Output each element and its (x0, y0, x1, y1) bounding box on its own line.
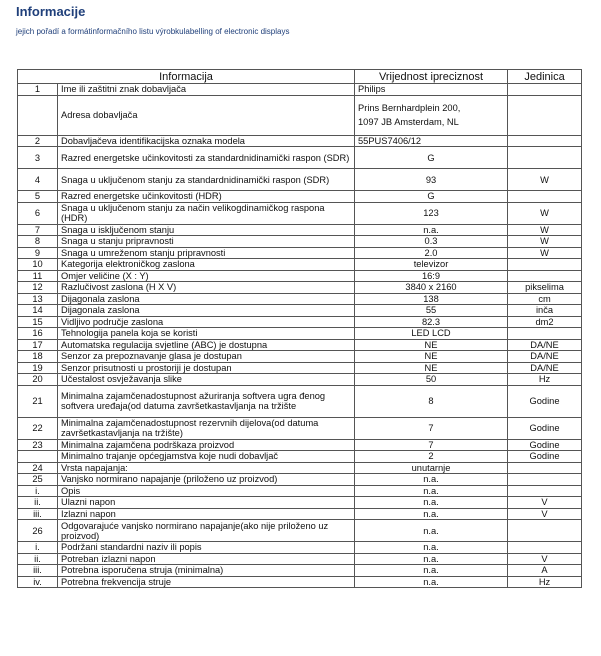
row-value: G (355, 147, 508, 169)
table-row (18, 474, 582, 486)
row-value: G (355, 191, 508, 203)
row-description: Snaga u uključenom stanju za standardnidinamički raspon (SDR) (58, 169, 355, 191)
row-unit (508, 135, 582, 147)
table-row (18, 417, 582, 439)
row-unit: W (508, 202, 582, 224)
row-value: 50 (355, 374, 508, 386)
row-description: Minimalna zajamčenadostupnost ažuriranja softvera ugra đenog softvera uređaja(od datuma završetkastavljanja na tržište (58, 385, 355, 417)
row-unit: Hz (508, 576, 582, 588)
row-unit: DA/NE (508, 362, 582, 374)
row-unit: Godine (508, 439, 582, 451)
row-description: Potrebna isporučena struja (minimalna) (58, 565, 355, 577)
row-unit: Godine (508, 451, 582, 463)
row-unit (508, 328, 582, 340)
row-value: 8 (355, 385, 508, 417)
column-header-informacija: Informacija (18, 70, 355, 84)
row-description: Vidljivo područje zaslona (58, 316, 355, 328)
row-value: 16:9 (355, 270, 508, 282)
row-unit: DA/NE (508, 339, 582, 351)
row-unit: DA/NE (508, 351, 582, 363)
row-value: n.a. (355, 553, 508, 565)
row-unit: W (508, 169, 582, 191)
information-table (17, 69, 582, 588)
row-unit: cm (508, 293, 582, 305)
row-number: 20 (18, 374, 58, 386)
row-description: Omjer veličine (X : Y) (58, 270, 355, 282)
row-value: 2.0 (355, 247, 508, 259)
row-number: 16 (18, 328, 58, 340)
row-unit (508, 84, 582, 96)
page-subtitle: jejich pořadí a formátinformačního listu výrobkulabelling of electronic displays (16, 27, 290, 36)
table-row (18, 542, 582, 554)
table-row (18, 374, 582, 386)
row-number: 18 (18, 351, 58, 363)
row-unit (508, 462, 582, 474)
row-value: 7 (355, 417, 508, 439)
row-unit: W (508, 224, 582, 236)
row-description: Dijagonala zaslona (58, 305, 355, 317)
table-row (18, 508, 582, 520)
row-description: Minimalna zajamčenadostupnost rezervnih dijelova(od datuma završetkastavljanja na tržište) (58, 417, 355, 439)
row-description: Ulazni napon (58, 497, 355, 509)
row-description: Snaga u isključenom stanju (58, 224, 355, 236)
row-description: Potrebna frekvencija struje (58, 576, 355, 588)
table-row (18, 259, 582, 271)
row-number: 26 (18, 520, 58, 542)
row-number: 22 (18, 417, 58, 439)
row-value: 7 (355, 439, 508, 451)
row-description: Vrsta napajanja: (58, 462, 355, 474)
row-value: 2 (355, 451, 508, 463)
row-value: NE (355, 362, 508, 374)
row-unit: inča (508, 305, 582, 317)
row-number: iv. (18, 576, 58, 588)
row-number (18, 95, 58, 135)
table-row (18, 576, 582, 588)
row-number: 13 (18, 293, 58, 305)
row-unit (508, 474, 582, 486)
row-unit: A (508, 565, 582, 577)
table-row (18, 305, 582, 317)
table-row (18, 316, 582, 328)
row-description: Automatska regulacija svjetline (ABC) je dostupna (58, 339, 355, 351)
table-row (18, 362, 582, 374)
row-description: Minimalno trajanje općegjamstva koje nudi dobavljač (58, 451, 355, 463)
row-description: Razlučivost zaslona (H X V) (58, 282, 355, 294)
row-value: LED LCD (355, 328, 508, 340)
row-number: 23 (18, 439, 58, 451)
table-row (18, 95, 582, 135)
row-number: 19 (18, 362, 58, 374)
row-value: n.a. (355, 565, 508, 577)
row-description: Opis (58, 485, 355, 497)
row-value: n.a. (355, 224, 508, 236)
row-description: Razred energetske učinkovitosti za standardnidinamički raspon (SDR) (58, 147, 355, 169)
row-description: Snaga u uključenom stanju za način velikogdinamičkog raspona (HDR) (58, 202, 355, 224)
table-row (18, 135, 582, 147)
row-unit (508, 191, 582, 203)
row-unit: pikselima (508, 282, 582, 294)
row-value: televizor (355, 259, 508, 271)
row-number: 15 (18, 316, 58, 328)
table-row (18, 147, 582, 169)
row-unit: V (508, 497, 582, 509)
row-number: iii. (18, 508, 58, 520)
row-number: 24 (18, 462, 58, 474)
table-body (18, 84, 582, 588)
table-row (18, 84, 582, 96)
row-value: 123 (355, 202, 508, 224)
row-unit (508, 270, 582, 282)
row-number: 8 (18, 236, 58, 248)
row-description: Snaga u stanju pripravnosti (58, 236, 355, 248)
row-number: ii. (18, 553, 58, 565)
row-description: Dobavljačeva identifikacijska oznaka modela (58, 135, 355, 147)
row-unit: Hz (508, 374, 582, 386)
row-description: Kategorija elektroničkog zaslona (58, 259, 355, 271)
row-unit: W (508, 236, 582, 248)
row-value: 0.3 (355, 236, 508, 248)
table-row (18, 328, 582, 340)
row-unit (508, 485, 582, 497)
row-number: 14 (18, 305, 58, 317)
row-value: n.a. (355, 497, 508, 509)
row-number (18, 451, 58, 463)
row-value: n.a. (355, 485, 508, 497)
row-unit: Godine (508, 385, 582, 417)
table-row (18, 202, 582, 224)
table-row (18, 439, 582, 451)
row-unit (508, 95, 582, 135)
row-description: Ime ili zaštitni znak dobavljača (58, 84, 355, 96)
row-value: 138 (355, 293, 508, 305)
row-number: 10 (18, 259, 58, 271)
row-number: 4 (18, 169, 58, 191)
row-description: Senzor za prepoznavanje glasa je dostupan (58, 351, 355, 363)
row-description: Minimalna zajamčena podrškaza proizvod (58, 439, 355, 451)
row-value: 3840 x 2160 (355, 282, 508, 294)
row-value: n.a. (355, 520, 508, 542)
row-number: i. (18, 485, 58, 497)
row-number: 2 (18, 135, 58, 147)
row-description: Podržani standardni naziv ili popis (58, 542, 355, 554)
table-row (18, 293, 582, 305)
row-unit: V (508, 553, 582, 565)
table-row (18, 224, 582, 236)
row-number: 11 (18, 270, 58, 282)
row-unit (508, 520, 582, 542)
row-description: Odgovarajuće vanjsko normirano napajanje(ako nije priloženo uz proizvod) (58, 520, 355, 542)
row-value: NE (355, 339, 508, 351)
table-row (18, 339, 582, 351)
column-header-vrijednost: Vrijednost ipreciznost (355, 70, 508, 84)
page-title: Informacije (16, 4, 86, 19)
table-row (18, 485, 582, 497)
row-unit (508, 542, 582, 554)
row-value: 55 (355, 305, 508, 317)
row-description: Izlazni napon (58, 508, 355, 520)
row-value: NE (355, 351, 508, 363)
row-number: 6 (18, 202, 58, 224)
table-row (18, 520, 582, 542)
table-row (18, 270, 582, 282)
row-value: 93 (355, 169, 508, 191)
row-number: 9 (18, 247, 58, 259)
row-value: 55PUS7406/12 (355, 135, 508, 147)
row-number: 25 (18, 474, 58, 486)
table-row (18, 385, 582, 417)
table-row (18, 565, 582, 577)
row-unit: Godine (508, 417, 582, 439)
table-row (18, 351, 582, 363)
row-number: 12 (18, 282, 58, 294)
row-description: Razred energetske učinkovitosti (HDR) (58, 191, 355, 203)
row-number: i. (18, 542, 58, 554)
row-unit: W (508, 247, 582, 259)
row-value: Prins Bernhardplein 200, 1097 JB Amsterdam, NL (355, 95, 508, 135)
row-value: n.a. (355, 474, 508, 486)
row-description: Senzor prisutnosti u prostoriji je dostupan (58, 362, 355, 374)
row-number: ii. (18, 497, 58, 509)
table-row (18, 191, 582, 203)
row-value: n.a. (355, 576, 508, 588)
row-number: iii. (18, 565, 58, 577)
row-unit (508, 259, 582, 271)
row-description: Učestalost osvježavanja slike (58, 374, 355, 386)
row-value: 82.3 (355, 316, 508, 328)
row-value: Philips (355, 84, 508, 96)
row-unit: V (508, 508, 582, 520)
row-number: 3 (18, 147, 58, 169)
row-description: Tehnologija panela koja se koristi (58, 328, 355, 340)
table-header-row (18, 70, 582, 84)
row-description: Potreban izlazni napon (58, 553, 355, 565)
row-value: n.a. (355, 508, 508, 520)
row-description: Snaga u umreženom stanju pripravnosti (58, 247, 355, 259)
row-description: Dijagonala zaslona (58, 293, 355, 305)
row-value: n.a. (355, 542, 508, 554)
table-row (18, 169, 582, 191)
table-row (18, 282, 582, 294)
row-number: 5 (18, 191, 58, 203)
table-row (18, 497, 582, 509)
column-header-jedinica: Jedinica (508, 70, 582, 84)
row-description: Vanjsko normirano napajanje (priloženo uz proizvod) (58, 474, 355, 486)
row-number: 17 (18, 339, 58, 351)
row-unit (508, 147, 582, 169)
table-row (18, 236, 582, 248)
row-number: 21 (18, 385, 58, 417)
row-number: 7 (18, 224, 58, 236)
row-number: 1 (18, 84, 58, 96)
row-unit: dm2 (508, 316, 582, 328)
table-row (18, 462, 582, 474)
row-description: Adresa dobavljača (58, 95, 355, 135)
table-row (18, 553, 582, 565)
table-row (18, 451, 582, 463)
table-row (18, 247, 582, 259)
row-value: unutarnje (355, 462, 508, 474)
